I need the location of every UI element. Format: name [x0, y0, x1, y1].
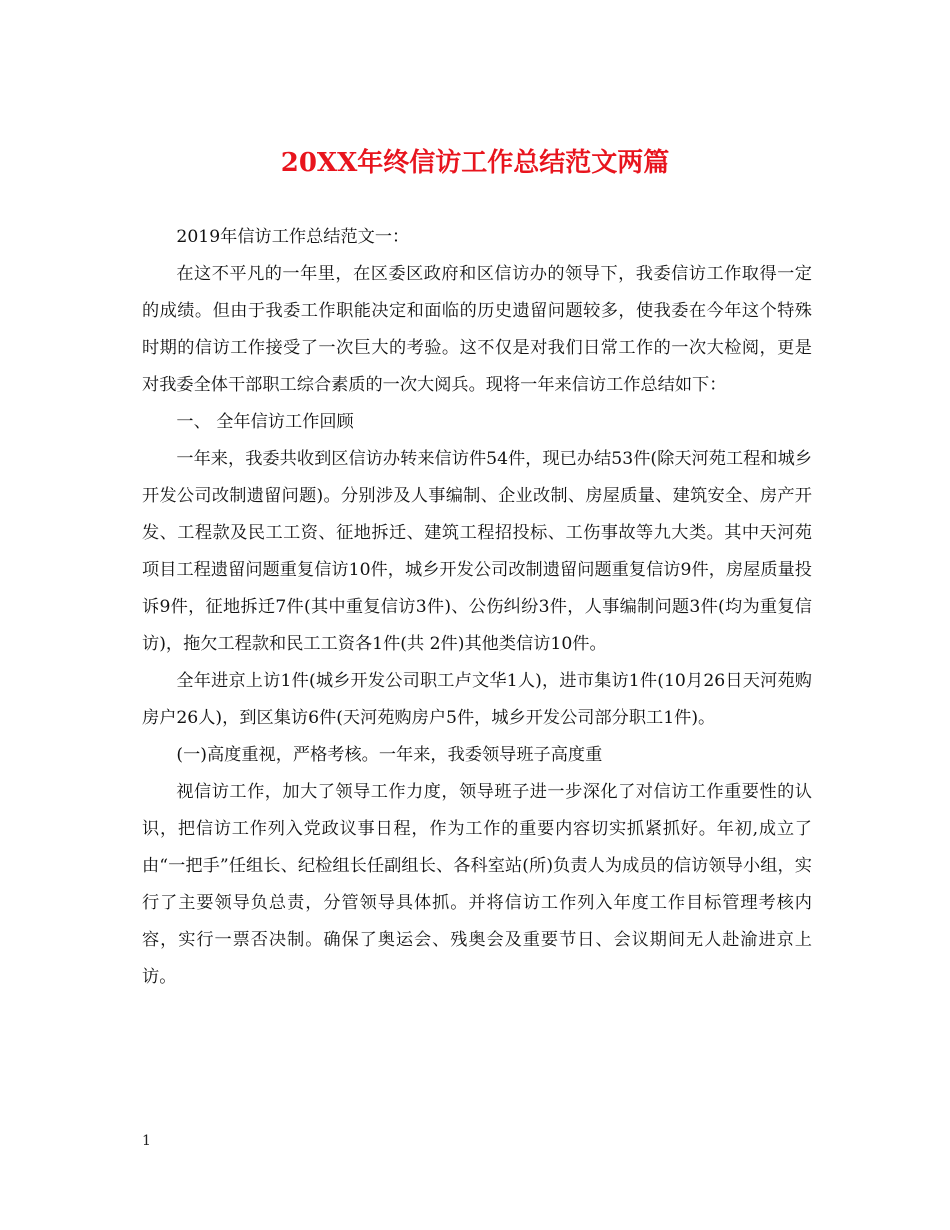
page-number: 1 [142, 1133, 151, 1149]
paragraph-leadership: 视信访工作，加大了领导工作力度，领导班子进一步深化了对信访工作重要性的认识，把信访工作列入党政议事日程，作为工作的重要内容切实抓紧抓好。年初,成立了由“一把手”任组长、纪检组长任副组长、各科室站(所)负责人为成员的信访领导小组，实行了主要领导负总责，分管领导具体抓。并将信访工作列入年度工作目标管理考核内容，实行一票否决制。确保了奥运会、残奥会及重要节日、会议期间无人赴渝进京上访。 [142, 782, 812, 987]
document-body [142, 219, 812, 996]
paragraph-intro: 在这不平凡的一年里，在区委区政府和区信访办的领导下，我委信访工作取得一定的成绩。但由于我委工作职能决定和面临的历史遗留问题较多，使我委在今年这个特殊时期的信访工作接受了一次巨大的考验。这不仅是对我们日常工作的一次大检阅，更是对我委全体干部职工综合素质的一次大阅兵。现将一年来信访工作总结如下： [142, 264, 812, 395]
subsection-heading-attention: (一)高度重视，严格考核。一年来，我委领导班子高度重 [176, 745, 603, 765]
paragraph-visits: 全年进京上访1件(城乡开发公司职工卢文华1人)，进市集访1件(10月26日天河苑购房户26人)，到区集访6件(天河苑购房户5件，城乡开发公司部分职工1件)。 [142, 671, 812, 728]
paragraph-subtitle: 2019年信访工作总结范文一： [176, 227, 410, 247]
section-heading-review: 一、 全年信访工作回顾 [176, 412, 354, 432]
paragraph-statistics: 一年来，我委共收到区信访办转来信访件54件，现已办结53件(除天河苑工程和城乡开发公司改制遗留问题)。分别涉及人事编制、企业改制、房屋质量、建筑安全、房产开发、工程款及民工工资、征地拆迁、建筑工程招投标、工伤事故等九大类。其中天河苑项目工程遗留问题重复信访10件，城乡开发公司改制遗留问题重复信访9件，房屋质量投诉9件，征地拆迁7件(其中重复信访3件)、公伤纠纷3件，人事编制问题3件(均为重复信访)，拖欠工程款和民工工资各1件(共 2件)其他类信访10件。 [142, 449, 812, 654]
document-title: 20XX年终信访工作总结范文两篇 [280, 148, 670, 178]
